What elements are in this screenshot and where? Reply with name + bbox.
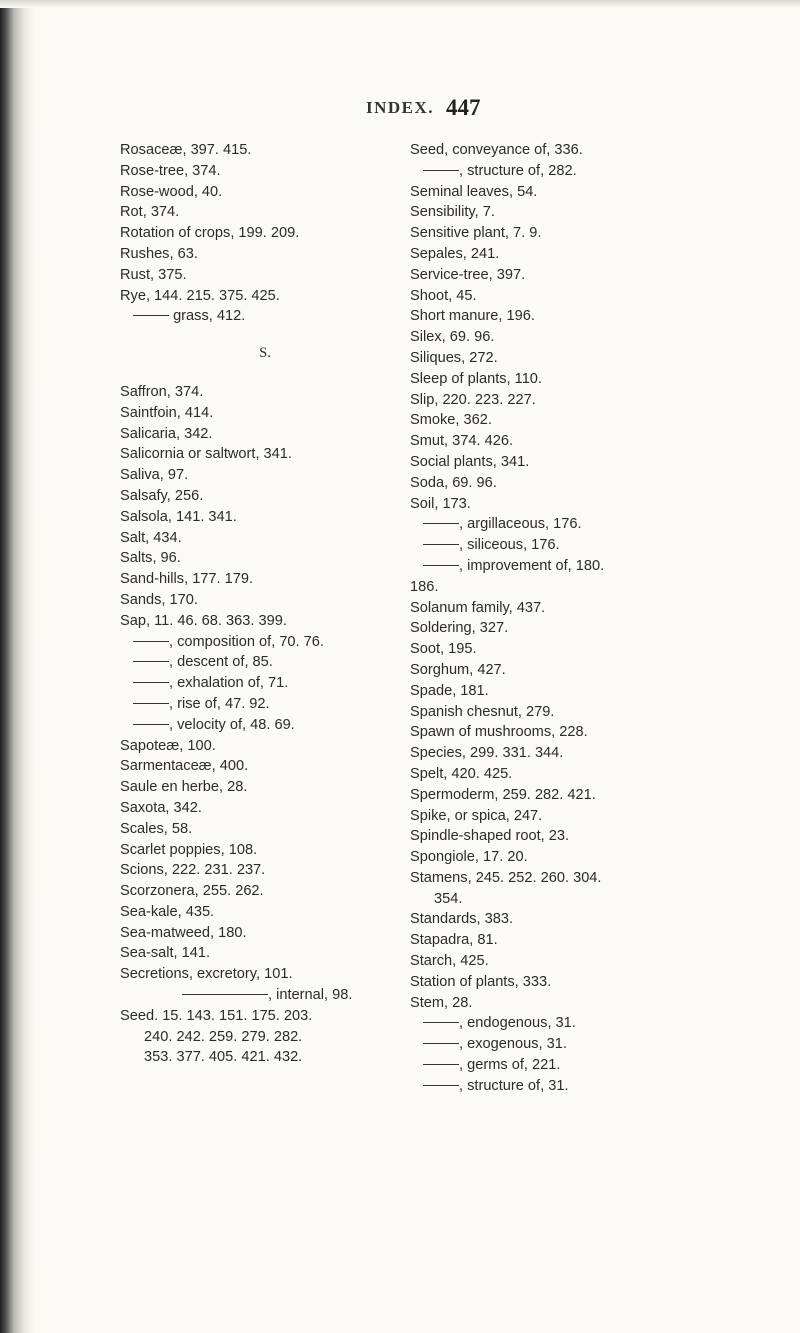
- subentry-text: , argillaceous, 176.: [459, 516, 582, 533]
- index-entry: Spermoderm, 259. 282. 421.: [410, 786, 596, 803]
- subentry-text: , exhalation of, 71.: [169, 675, 289, 692]
- index-entry: Spike, or spica, 247.: [410, 807, 543, 824]
- index-entry: Seed. 15. 143. 151. 175. 203.: [120, 1007, 313, 1024]
- index-entry: Stamens, 245. 252. 260. 304.: [410, 869, 602, 886]
- index-entry: Solanum family, 437.: [410, 599, 546, 616]
- index-subentry: [410, 514, 710, 535]
- index-entry: Standards, 383.: [410, 911, 514, 928]
- index-subentry: [410, 1013, 710, 1034]
- subentry-text: , internal, 98.: [268, 987, 353, 1004]
- index-entry: Salicaria, 342.: [120, 425, 213, 442]
- index-entry: Spongiole, 17. 20.: [410, 849, 528, 866]
- dash-rule: [133, 315, 169, 316]
- index-subentry: [410, 1055, 710, 1076]
- subentry-text: , velocity of, 48. 69.: [169, 716, 295, 733]
- index-entry: Spelt, 420. 425.: [410, 765, 513, 782]
- index-subentry: [120, 632, 410, 653]
- dash-rule: [423, 1022, 459, 1023]
- page-binding-shadow: [0, 0, 34, 1333]
- index-entry: Sensitive plant, 7. 9.: [410, 225, 542, 242]
- running-title: INDEX.: [366, 98, 435, 117]
- index-entry: Stem, 28.: [410, 994, 473, 1011]
- index-entry: Salts, 96.: [120, 550, 181, 567]
- index-entry: Short manure, 196.: [410, 308, 535, 325]
- index-subentry: [410, 556, 710, 577]
- index-entry: Rushes, 63.: [120, 245, 198, 262]
- index-entry: Rot, 374.: [120, 204, 180, 221]
- index-entry: Sap, 11. 46. 68. 363. 399.: [120, 612, 287, 629]
- page-header: [0, 80, 800, 120]
- index-entry: Salsola, 141. 341.: [120, 508, 237, 525]
- dash-rule: [133, 641, 169, 642]
- index-entry: Sea-kale, 435.: [120, 903, 215, 920]
- subentry-text: , germs of, 221.: [459, 1057, 561, 1074]
- index-entry-continuation: 240. 242. 259. 279. 282.: [144, 1028, 303, 1045]
- index-entry: Spindle-shaped root, 23.: [410, 828, 570, 845]
- index-entry: Sands, 170.: [120, 591, 198, 608]
- index-entry: Rotation of crops, 199. 209.: [120, 225, 300, 242]
- subentry-text: , structure of, 282.: [459, 162, 577, 179]
- index-entry-continuation: 354.: [434, 890, 463, 907]
- dash-rule: [423, 1085, 459, 1086]
- index-entry: Scions, 222. 231. 237.: [120, 862, 266, 879]
- index-entry: Species, 299. 331. 344.: [410, 745, 564, 762]
- index-subentry: [410, 535, 710, 556]
- index-subentry: [120, 673, 410, 694]
- index-entry: Smoke, 362.: [410, 412, 492, 429]
- subentry-text: , exogenous, 31.: [459, 1036, 567, 1053]
- index-entry: Soldering, 327.: [410, 620, 509, 637]
- index-entry: Soda, 69. 96.: [410, 474, 497, 491]
- index-entry: Smut, 374. 426.: [410, 433, 514, 450]
- index-entry: Service-tree, 397.: [410, 266, 526, 283]
- index-entry: Sorghum, 427.: [410, 661, 506, 678]
- subentry-text: , siliceous, 176.: [459, 537, 560, 554]
- index-subentry: [120, 306, 410, 327]
- index-entry: Scales, 58.: [120, 820, 193, 837]
- dash-rule: [423, 544, 459, 545]
- index-entry: Starch, 425.: [410, 953, 489, 970]
- index-entry: Seed, conveyance of, 336.: [410, 142, 583, 158]
- dash-rule: [182, 994, 268, 995]
- subentry-text: , structure of, 31.: [459, 1077, 569, 1094]
- index-column-left: [120, 140, 410, 1068]
- dash-rule: [133, 703, 169, 704]
- index-entry: Rose-wood, 40.: [120, 183, 223, 200]
- index-subentry: [120, 694, 410, 715]
- dash-rule: [423, 1043, 459, 1044]
- section-letter: S.: [259, 345, 271, 362]
- index-entry: Salsafy, 256.: [120, 487, 204, 504]
- dash-rule: [133, 682, 169, 683]
- subentry-text: , endogenous, 31.: [459, 1015, 576, 1032]
- dash-rule: [133, 724, 169, 725]
- index-entry: Saintfoin, 414.: [120, 404, 214, 421]
- index-subentry: [410, 1034, 710, 1055]
- subentry-text: , rise of, 47. 92.: [169, 695, 270, 712]
- index-column-right: [410, 140, 710, 1097]
- index-entry: Sand-hills, 177. 179.: [120, 571, 254, 588]
- index-entry: Sarmentaceæ, 400.: [120, 758, 249, 775]
- subentry-text: , descent of, 85.: [169, 654, 273, 671]
- index-entry-continuation: 353. 377. 405. 421. 432.: [144, 1049, 303, 1066]
- index-entry: Sea-salt, 141.: [120, 945, 211, 962]
- dash-rule: [133, 661, 169, 662]
- index-entry: Salicornia or saltwort, 341.: [120, 446, 292, 463]
- index-subentry: [120, 652, 410, 673]
- index-entry: Rye, 144. 215. 375. 425.: [120, 287, 280, 304]
- index-entry: Sepales, 241.: [410, 245, 500, 262]
- page-top-edge: [0, 0, 800, 8]
- index-entry: Scorzonera, 255. 262.: [120, 883, 264, 900]
- dash-rule: [423, 523, 459, 524]
- index-entry: Sensibility, 7.: [410, 204, 495, 221]
- index-subentry: [120, 715, 410, 736]
- index-subentry: [410, 1076, 710, 1097]
- page-number: 447: [446, 95, 481, 120]
- index-entry: Spawn of mushrooms, 228.: [410, 724, 588, 741]
- subentry-text: , composition of, 70. 76.: [169, 633, 324, 650]
- index-entry: Sea-matweed, 180.: [120, 924, 247, 941]
- index-subentry: [120, 985, 410, 1006]
- subentry-text: grass, 412.: [173, 308, 246, 325]
- index-entry: Saule en herbe, 28.: [120, 779, 248, 796]
- index-entry: Salt, 434.: [120, 529, 182, 546]
- index-entry: Rose-tree, 374.: [120, 162, 221, 179]
- index-entry: Station of plants, 333.: [410, 973, 552, 990]
- index-entry: Siliques, 272.: [410, 349, 498, 366]
- index-entry: Stapadra, 81.: [410, 932, 498, 949]
- index-entry-continuation: 186.: [410, 578, 439, 595]
- index-subentry: [410, 161, 710, 182]
- index-entry: Slip, 220. 223. 227.: [410, 391, 536, 408]
- index-entry: Rust, 375.: [120, 266, 187, 283]
- index-entry: Rosaceæ, 397. 415.: [120, 142, 252, 158]
- index-entry: Silex, 69. 96.: [410, 329, 495, 346]
- index-entry: Scarlet poppies, 108.: [120, 841, 258, 858]
- dash-rule: [423, 1064, 459, 1065]
- index-entry: Sapoteæ, 100.: [120, 737, 216, 754]
- index-entry: Spanish chesnut, 279.: [410, 703, 555, 720]
- dash-rule: [423, 170, 459, 171]
- index-entry: Social plants, 341.: [410, 453, 530, 470]
- index-entry: Soot, 195.: [410, 641, 477, 658]
- index-entry: Saffron, 374.: [120, 383, 204, 400]
- index-entry: Sleep of plants, 110.: [410, 370, 542, 387]
- index-entry: Spade, 181.: [410, 682, 489, 699]
- index-entry: Saxota, 342.: [120, 799, 202, 816]
- index-entry: Saliva, 97.: [120, 467, 189, 484]
- index-entry: Soil, 173.: [410, 495, 471, 512]
- subentry-text: , improvement of, 180.: [459, 557, 605, 574]
- index-entry: Shoot, 45.: [410, 287, 477, 304]
- dash-rule: [423, 565, 459, 566]
- index-entry: Seminal leaves, 54.: [410, 183, 538, 200]
- index-entry: Secretions, excretory, 101.: [120, 966, 293, 983]
